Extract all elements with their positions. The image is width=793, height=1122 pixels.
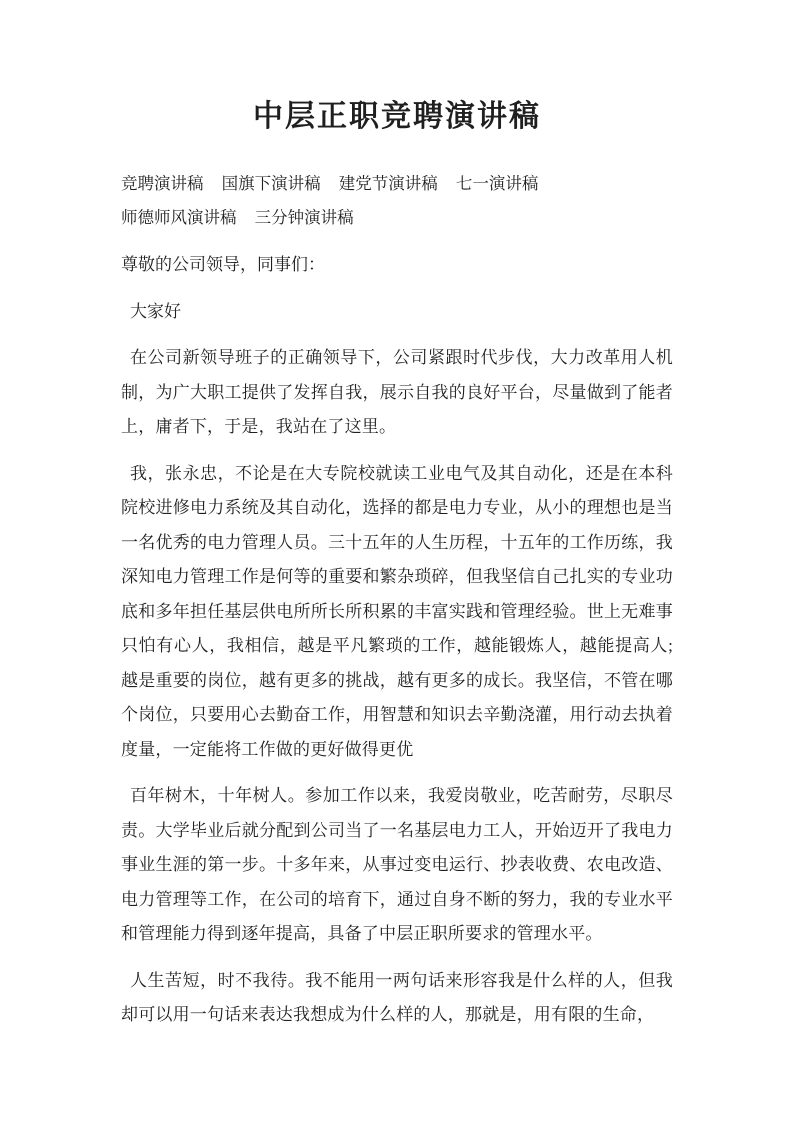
tag-item: 竞聘演讲稿 <box>121 174 204 193</box>
body-paragraph: 我，张永忠，不论是在大专院校就读工业电气及其自动化，还是在本科院校进修电力系统及其自动化，选择的都是电力专业，从小的理想也是当一名优秀的电力管理人员。三十五年的人生历程，十五年的工作历练，我深知电力管理工作是何等的重要和繁杂琐碎，但我坚信自己扎实的专业功底和多年担任基层供电所所长所积累的丰富实践和管理经验。世上无难事只怕有心人，我相信，越是平凡繁琐的工作，越能锻炼人，越能提高人;越是重要的岗位，越有更多的挑战，越有更多的成长。我坚信，不管在哪个岗位，只要用心去勤奋工作，用智慧和知识去辛勤浇灌，用行动去执着度量，一定能将工作做的更好做得更优 <box>121 463 673 759</box>
body-paragraph: 人生苦短，时不我待。我不能用一两句话来形容我是什么样的人，但我却可以用一句话来表达我想成为什么样的人，那就是，用有限的生命， <box>121 970 673 1024</box>
body-paragraph: 百年树木，十年树人。参加工作以来，我爱岗敬业，吃苦耐劳，尽职尽责。大学毕业后就分配到公司当了一名基层电力工人，开始迈开了我电力事业生涯的第一步。十多年来，从事过变电运行、抄表收费、农电改造、电力管理等工作，在公司的培育下，通过自身不断的努力，我的专业水平和管理能力得到逐年提高，具备了中层正职所要求的管理水平。 <box>121 786 673 943</box>
tag-item: 三分钟演讲稿 <box>254 208 354 227</box>
page-title: 中层正职竞聘演讲稿 <box>253 100 541 133</box>
tag-item: 师德师风演讲稿 <box>121 208 237 227</box>
tag-list <box>121 167 673 235</box>
tag-item: 建党节演讲稿 <box>338 174 438 193</box>
tag-item: 国旗下演讲稿 <box>221 174 321 193</box>
salutation-line: 尊敬的公司领导，同事们： <box>121 255 325 274</box>
body-paragraph: 在公司新领导班子的正确领导下，公司紧跟时代步伐，大力改革用人机制，为广大职工提供了发挥自我，展示自我的良好平台，尽量做到了能者上，庸者下，于是，我站在了这里。 <box>121 348 673 436</box>
tag-item: 七一演讲稿 <box>455 174 539 193</box>
greeting-line: 大家好 <box>130 301 181 321</box>
